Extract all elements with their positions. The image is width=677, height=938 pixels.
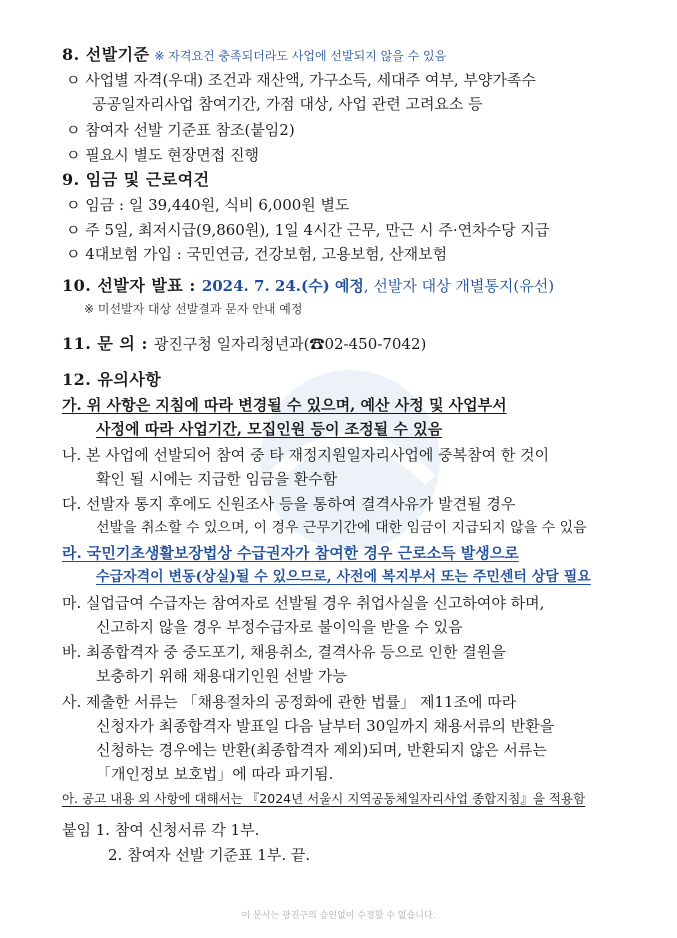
section-12-title: 12. 유의사항 [62,370,162,389]
section-11-heading [62,334,426,354]
section-10-title: 10. 선발자 발표 : [62,276,202,295]
notice-ba-line-2: 보충하기 위해 채용대기인원 선발 가능 [96,667,347,685]
notice-ra-line-1: 라. 국민기초생활보장법상 수급권자가 참여한 경우 근로소득 발생으로 [62,544,519,562]
section-8-title: 8. 선발기준 [62,45,150,64]
notice-na-line-1: 나. 본 사업에 선발되어 참여 중 타 재정지원일자리사업에 중복참여 한 것이 [62,446,550,464]
section-9-item-2: ㅇ 주 5일, 최저시급(9,860원), 1일 4시간 근무, 만근 시 주·연차수당 지급 [66,221,550,239]
section-8-item-1: ㅇ 사업별 자격(우대) 조건과 재산액, 가구소득, 세대주 여부, 부양가족수 [66,71,536,89]
section-9-item-3: ㅇ 4대보험 가입 : 국민연금, 건강보험, 고용보험, 산재보험 [66,245,448,263]
notice-ga-line-2: 사정에 따라 사업기간, 모집인원 등이 조정될 수 있음 [96,420,443,438]
notice-a-line-1: 아. 공고 내용 외 사항에 대해서는 『2024년 서울시 지역공동체일자리사업 종합지침』을 적용함 [62,791,586,806]
section-9-title: 9. 임금 및 근로여건 [62,170,210,189]
section-8-item-1-cont: 공공일자리사업 참여기간, 가점 대상, 사업 관련 고려요소 등 [92,95,483,113]
footer-notice: 이 문서는 광진구의 승인없이 수정할 수 없습니다. [241,911,436,921]
notice-na-line-2: 확인 될 시에는 지급한 임금을 환수함 [96,470,338,488]
section-8-heading [62,45,446,66]
section-8-item-2: ㅇ 참여자 선발 기준표 참조(붙임2) [66,121,295,139]
notice-sa-line-1: 사. 제출한 서류는 「채용절차의 공정화에 관한 법률」 제11조에 따라 [62,693,517,711]
notice-sa-line-4: 「개인정보 보호법」에 따라 파기됨. [96,765,334,783]
section-9-item-1: ㅇ 임금 : 일 39,440원, 식비 6,000원 별도 [66,196,350,214]
announcement-date: 2024. 7. 24.(수) 예정 [201,277,364,295]
attachment-line-1: 붙임 1. 참여 신청서류 각 1부. [62,821,260,839]
notice-ba-line-1: 바. 최종합격자 중 중도포기, 채용취소, 결격사유 등으로 인한 결원을 [62,643,506,661]
notice-ma-line-2: 신고하지 않을 경우 부정수급자로 불이익을 받을 수 있음 [96,618,463,636]
section-10-note: ※ 미선발자 대상 선발결과 문자 안내 예정 [84,302,303,316]
attachment-line-2: 2. 참여자 선발 기준표 1부. 끝. [108,846,311,864]
notice-sa-line-3: 신청하는 경우에는 반환(최종합격자 제외)되며, 반환되지 않은 서류는 [96,741,547,759]
announcement-method: , 선발자 대상 개별통지(유선) [363,277,555,295]
notice-da-line-1: 다. 선발자 통지 후에도 신원조사 등을 통하여 결격사유가 발견될 경우 [62,495,516,513]
section-10-heading [62,276,554,296]
section-11-title: 11. 문 의 : [62,334,154,353]
contact-info: 광진구청 일자리청년과(☎02-450-7042) [153,335,427,353]
notice-ra-line-2: 수급자격이 변동(상실)될 수 있으므로, 사전에 복지부서 또는 주민센터 상담 필요 [96,569,591,585]
notice-ga-line-1: 가. 위 사항은 지침에 따라 변경될 수 있으며, 예산 사정 및 사업부서 [62,396,507,414]
section-8-note: ※ 자격요건 충족되더라도 사업에 선발되지 않을 수 있음 [154,49,447,63]
section-8-item-3: ㅇ 필요시 별도 현장면접 진행 [66,146,259,164]
notice-sa-line-2: 신청자가 최종합격자 발표일 다음 날부터 30일까지 채용서류의 반환을 [96,717,555,735]
notice-ma-line-1: 마. 실업급여 수급자는 참여자로 선발될 경우 취업사실을 신고하여야 하며, [62,594,545,612]
notice-da-line-2: 선발을 취소할 수 있으며, 이 경우 근무기간에 대한 임금이 지급되지 않을 수 있음 [96,520,587,536]
